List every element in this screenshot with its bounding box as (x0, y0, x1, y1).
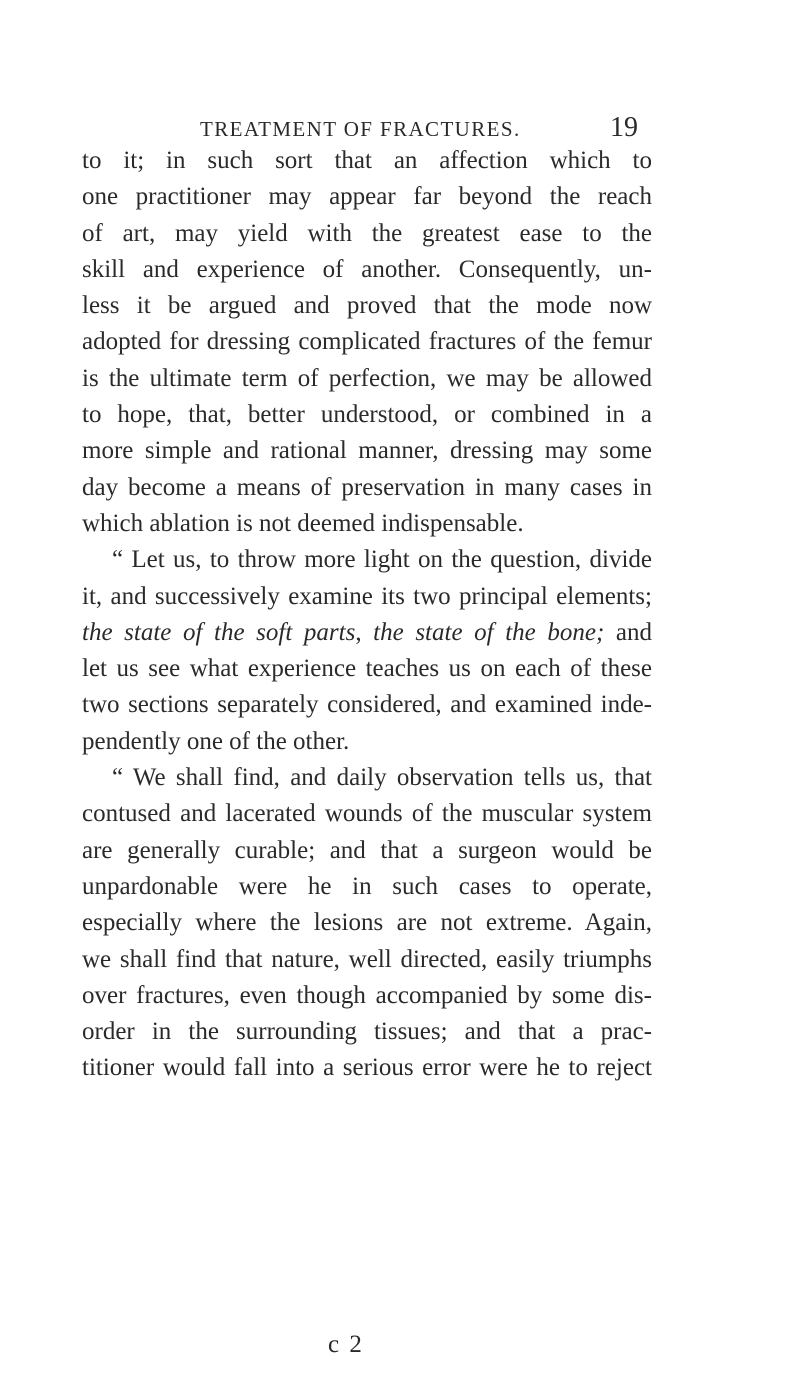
text-line: titioner would fall into a serious error were he to reject (82, 1054, 652, 1082)
text-line: order in the surrounding tissues; and that a prac- (82, 1018, 652, 1046)
text-line: one practitioner may appear far beyond the reach (82, 183, 652, 211)
line-tail: and (604, 618, 652, 646)
text-line: we shall find that nature, well directed, easily triumphs (82, 945, 652, 973)
text-line: contused and lacerated wounds of the muscular system (82, 800, 652, 828)
running-head: TREATMENT OF FRACTURES. (200, 117, 521, 141)
text-line: to it; in such sort that an affection which to (82, 147, 652, 174)
text-line: which ablation is not deemed indispensable. (82, 509, 524, 537)
text-line: are generally curable; and that a surgeon would be (82, 836, 652, 864)
text-line: to hope, that, better understood, or combined in a (82, 401, 652, 429)
text-line: skill and experience of another. Consequently, un- (82, 255, 652, 283)
separator: , (355, 618, 374, 646)
text-line (82, 615, 652, 651)
text-line: day become a means of preservation in many cases in (82, 473, 652, 501)
text-line: over fractures, even though accompanied by some dis- (82, 981, 652, 1009)
signature-mark: c 2 (328, 1331, 364, 1358)
text-line: less it be argued and proved that the mode now (82, 292, 652, 320)
text-line: adopted for dressing complicated fractures of the femur (82, 328, 652, 356)
italic-phrase: the state of the soft parts (82, 618, 356, 646)
text-line: pendently one of the other. (82, 727, 350, 755)
text-line: let us see what experience teaches us on each of these (82, 655, 652, 683)
text-line: it, and successively examine its two principal elements; (82, 582, 652, 610)
page-number: 19 (610, 112, 638, 143)
text-line: especially where the lesions are not extreme. Again, (82, 909, 652, 937)
text-line: “ We shall find, and daily observation tells us, that (112, 764, 652, 792)
text-line: more simple and rational manner, dressing may some (82, 437, 652, 465)
body-text (82, 143, 652, 1087)
text-line: is the ultimate term of perfection, we may be allowed (82, 364, 652, 392)
italic-phrase: the state of the bone; (373, 618, 605, 646)
text-line: “ Let us, to throw more light on the question, divide (112, 546, 652, 574)
text-line: of art, may yield with the greatest ease to the (82, 219, 652, 247)
text-line: unpardonable were he in such cases to operate, (82, 872, 652, 900)
text-line: two sections separately considered, and examined inde- (82, 691, 652, 719)
